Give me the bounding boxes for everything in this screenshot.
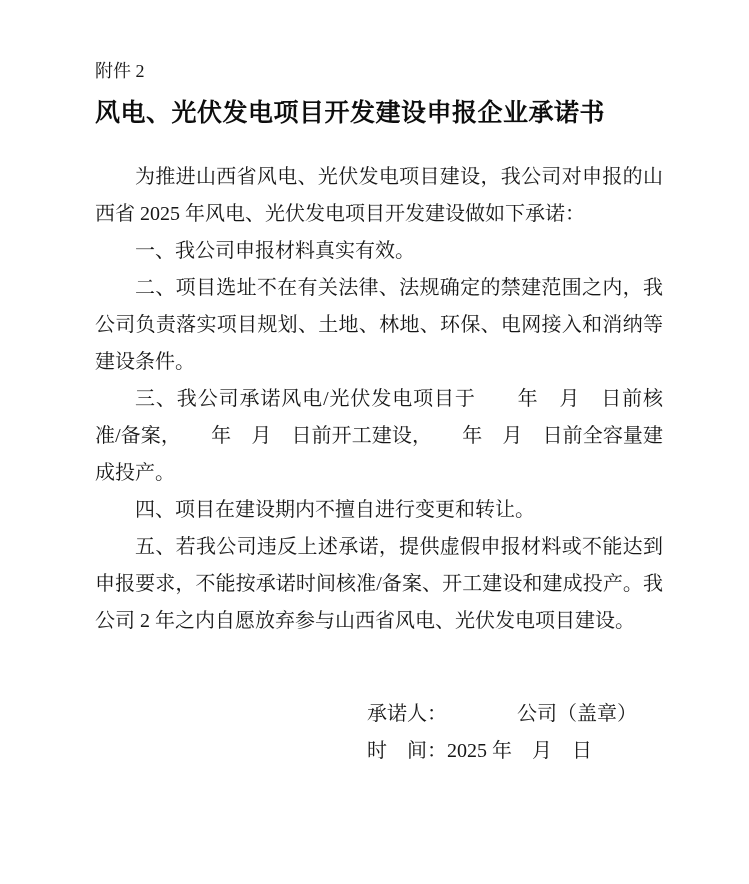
paragraph-item-3: 三、我公司承诺风电/光伏发电项目于 年 月 日前核准/备案， 年 月 日前开工建设， 年 月 日前全容量建成投产。 xyxy=(95,388,663,484)
paragraph-item-1: 一、我公司申报材料真实有效。 xyxy=(135,240,415,262)
document-body xyxy=(95,159,663,640)
attachment-label: 附件 2 xyxy=(95,61,145,81)
signature-signer-line: 承诺人： 公司（盖章） xyxy=(367,703,637,725)
paragraph-intro: 为推进山西省风电、光伏发电项目建设，我公司对申报的山西省 2025 年风电、光伏发电项目开发建设做如下承诺： xyxy=(95,166,663,225)
paragraph-item-2: 二、项目选址不在有关法律、法规确定的禁建范围之内，我公司负责落实项目规划、土地、林地、环保、电网接入和消纳等建设条件。 xyxy=(95,277,663,373)
document-title: 风电、光伏发电项目开发建设申报企业承诺书 xyxy=(95,100,606,127)
paragraph-item-4: 四、项目在建设期内不擅自进行变更和转让。 xyxy=(135,499,535,521)
signature-block xyxy=(95,696,663,770)
paragraph-item-5: 五、若我公司违反上述承诺，提供虚假申报材料或不能达到申报要求，不能按承诺时间核准/备案、开工建设和建成投产。我公司 2 年之内自愿放弃参与山西省风电、光伏发电项目建设。 xyxy=(95,536,663,632)
signature-date-line: 时 间：2025 年 月 日 xyxy=(367,740,592,762)
